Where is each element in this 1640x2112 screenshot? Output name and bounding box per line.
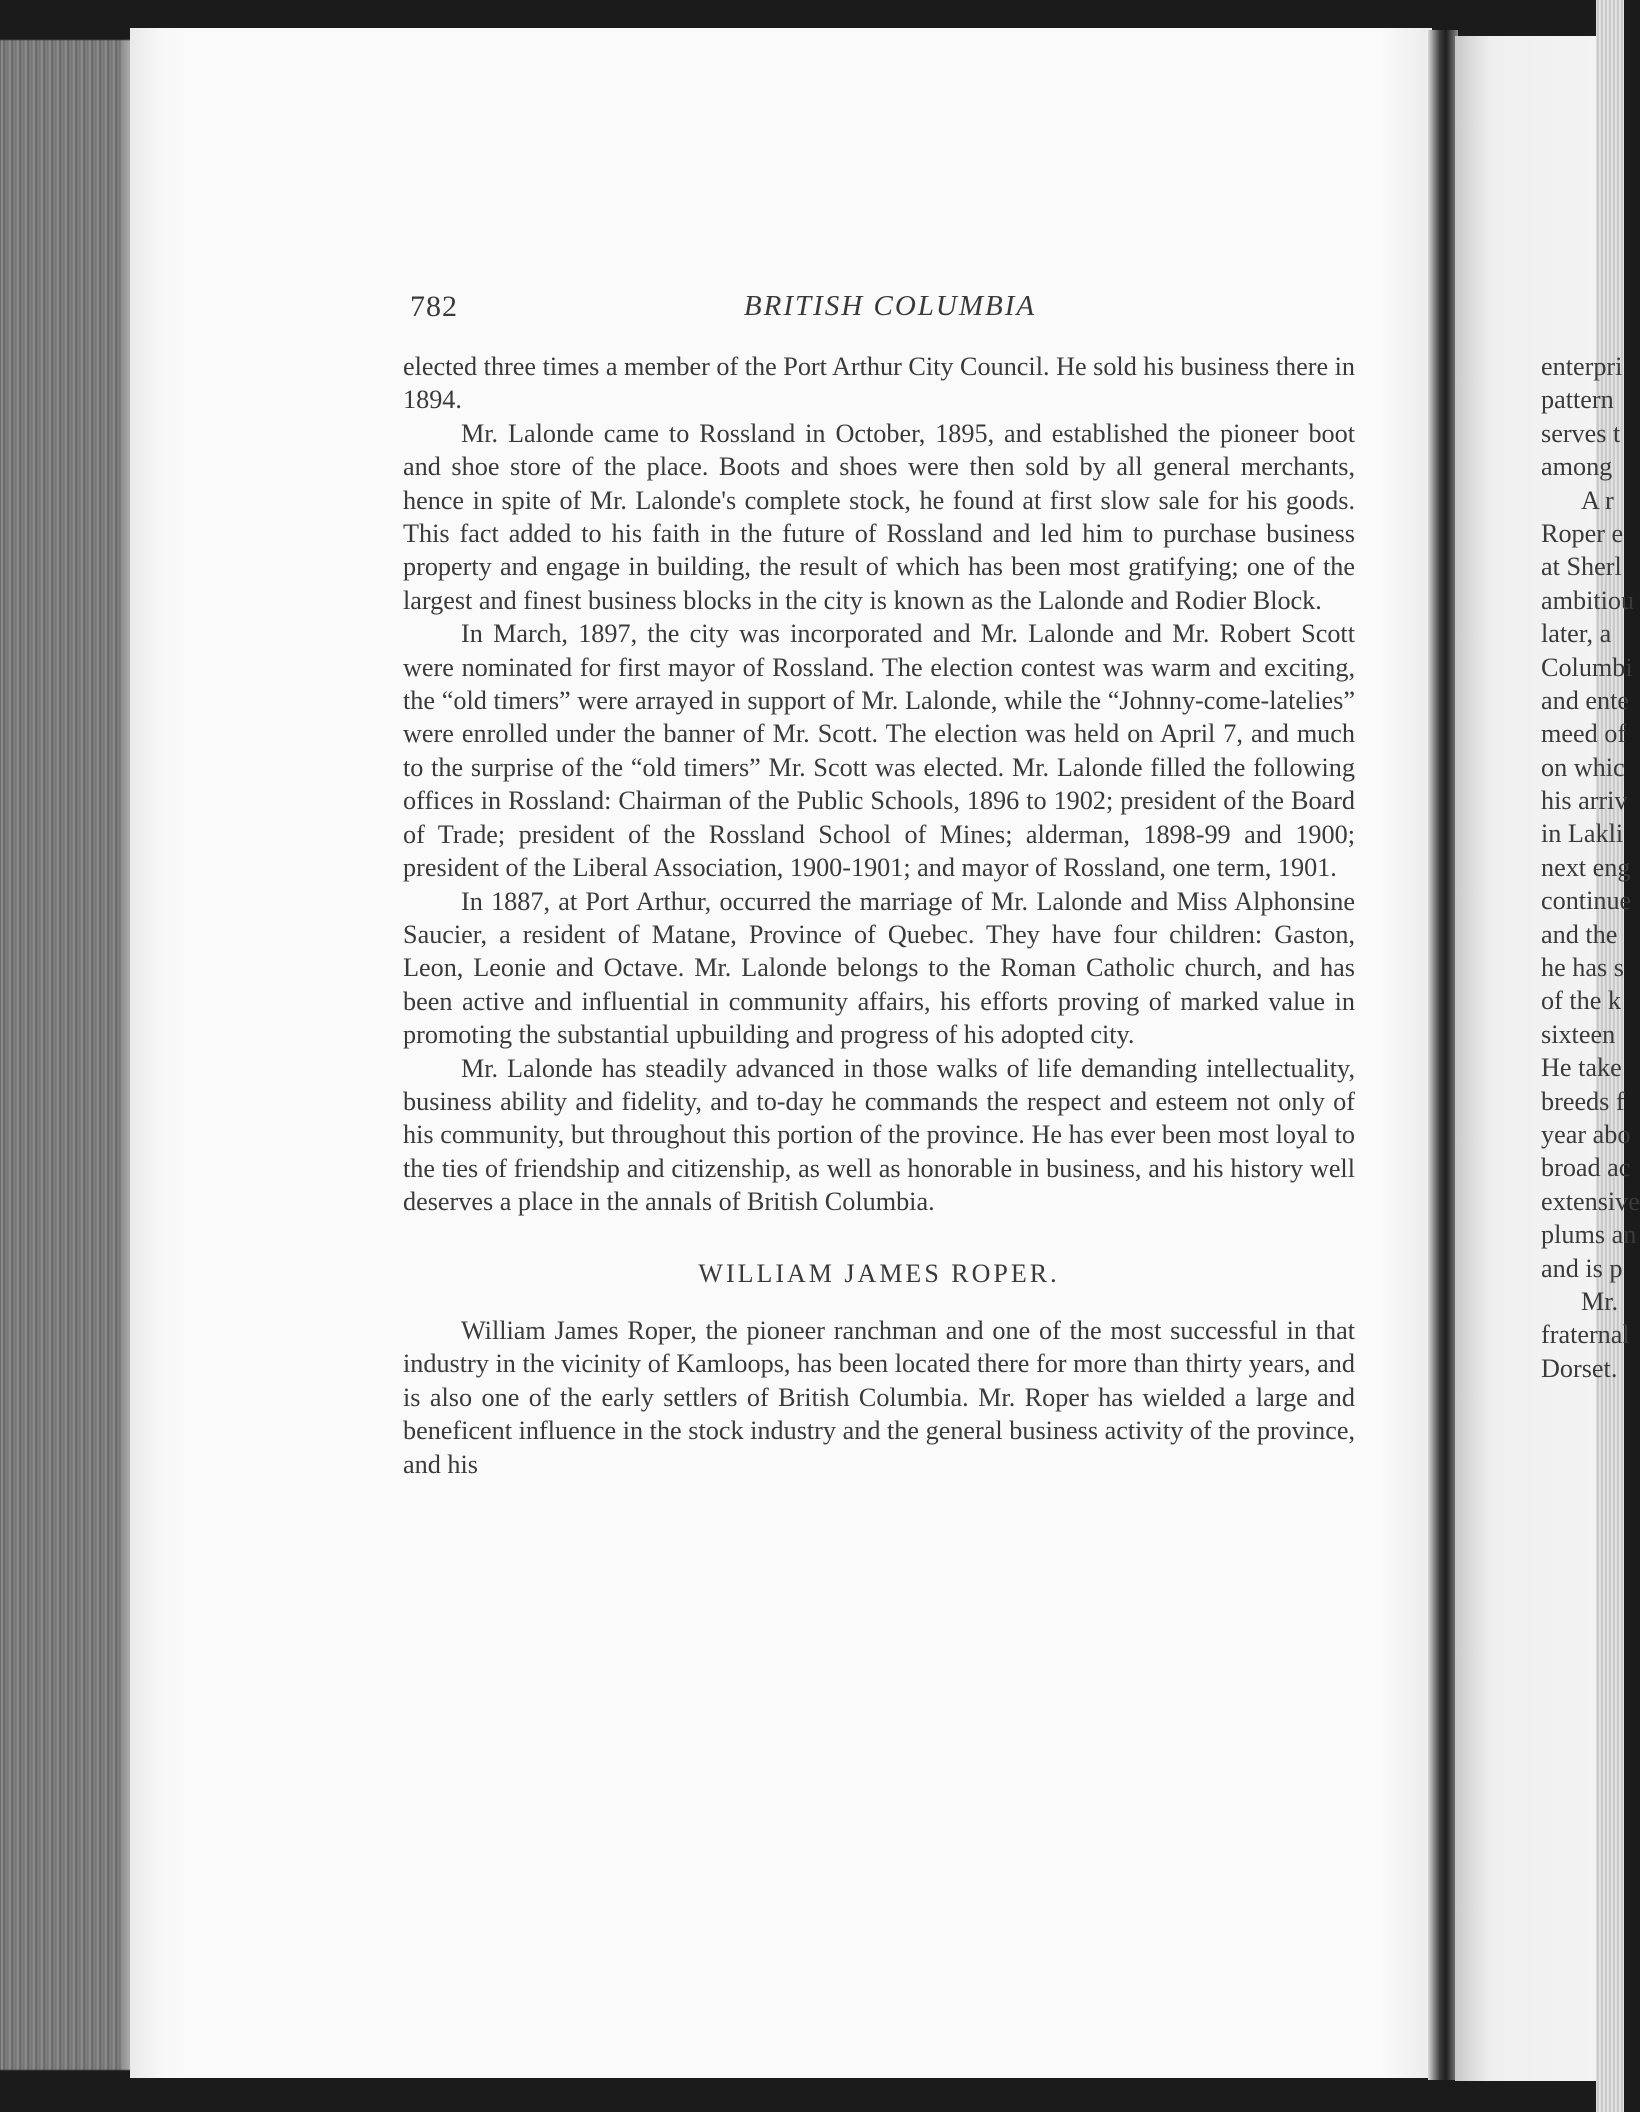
facing-line: broad ac: [1541, 1153, 1631, 1183]
facing-line: ambitiou: [1541, 585, 1635, 615]
section-heading: WILLIAM JAMES ROPER.: [698, 1258, 1060, 1288]
facing-line: He take: [1541, 1053, 1622, 1083]
facing-line: of the k: [1541, 986, 1621, 1016]
facing-line: year abo: [1541, 1119, 1631, 1149]
facing-line: Roper e: [1541, 518, 1624, 548]
facing-line: A r: [1581, 485, 1614, 515]
page-edges-left: [0, 40, 135, 2070]
facing-line: sixteen: [1541, 1019, 1616, 1049]
facing-line: and ente: [1541, 685, 1629, 715]
book-gutter: [1428, 30, 1458, 2080]
paragraph: Mr. Lalonde has steadily advanced in those walks of life demanding intellectuality, business ability and fidelity, and to-day he commands the respect and esteem not only of his community, but throughout this portion of the province. He has ever been most loyal to the ties of friendship and citizenship, as well as honorable in business, and his history well deserves a place in the annals of British Columbia.: [403, 1053, 1355, 1217]
facing-line: plums an: [1541, 1220, 1637, 1250]
facing-line: next eng: [1541, 852, 1631, 882]
facing-line: extensive: [1541, 1186, 1640, 1216]
facing-line: meed of: [1541, 719, 1627, 749]
facing-line: continue: [1541, 886, 1632, 916]
facing-line: on whic: [1541, 752, 1625, 782]
facing-line: in Lakli: [1541, 819, 1624, 849]
facing-line: at Sherl: [1541, 552, 1622, 582]
paragraph: William James Roper, the pioneer ranchman and one of the most successful in that industry in the vicinity of Kamloops, has been located there for more than thirty years, and is also one of the early settlers of British Columbia. Mr. Roper has wielded a large and beneficent influence in the stock industry and the general business activity of the province, and his: [403, 1315, 1355, 1479]
facing-line: serves t: [1541, 418, 1621, 448]
facing-line: later, a: [1541, 619, 1612, 649]
facing-line: Mr.: [1581, 1286, 1619, 1316]
facing-line: Columbi: [1541, 652, 1633, 682]
running-head: [410, 290, 1350, 330]
facing-line: fraternal: [1541, 1320, 1630, 1350]
paragraph: In 1887, at Port Arthur, occurred the marriage of Mr. Lalonde and Miss Alphonsine Saucier, a resident of Matane, Province of Quebec. They have four children: Gaston, Leon, Leonie and Octave. Mr. Lalonde belongs to the Roman Catholic church, and has been active and influential in community affairs, his efforts proving of marked value in promoting the substantial upbuilding and progress of his adopted city.: [403, 886, 1355, 1050]
page-number: 782: [410, 290, 458, 323]
facing-line: he has s: [1541, 953, 1624, 983]
facing-page-column: [1541, 350, 1640, 1385]
facing-line: and is p: [1541, 1253, 1623, 1283]
facing-line: Dorset.: [1541, 1353, 1618, 1383]
facing-line: his arriv: [1541, 786, 1628, 816]
facing-line: breeds f: [1541, 1086, 1625, 1116]
main-text-column: [403, 350, 1355, 1481]
paragraph: In March, 1897, the city was incorporated and Mr. Lalonde and Mr. Robert Scott were nominated for first mayor of Rossland. The election contest was warm and exciting, the “old timers” were arrayed in support of Mr. Lalonde, while the “Johnny-come-latelies” were enrolled under the banner of Mr. Scott. The election was held on April 7, and much to the surprise of the “old timers” Mr. Scott was elected. Mr. Lalonde filled the following offices in Rossland: Chairman of the Public Schools, 1896 to 1902; president of the Board of Trade; president of the Rossland School of Mines; alderman, 1898-99 and 1900; president of the Liberal Association, 1900-1901; and mayor of Rossland, one term, 1901.: [403, 619, 1355, 883]
facing-line: enterpri: [1541, 352, 1623, 381]
facing-line: pattern: [1541, 385, 1614, 415]
facing-line: and the: [1541, 919, 1618, 949]
paragraph: Mr. Lalonde came to Rossland in October, 1895, and established the pioneer boot and shoe store of the place. Boots and shoes were then sold by all general merchants, hence in spite of Mr. Lalonde's complete stock, he found at first slow sale for his goods. This fact added to his faith in the future of Rossland and led him to purchase business property and engage in building, the result of which has been most gratifying; one of the largest and finest business blocks in the city is known as the Lalonde and Rodier Block.: [403, 418, 1355, 615]
facing-line: among: [1541, 452, 1613, 482]
running-title: BRITISH COLUMBIA: [743, 290, 1037, 322]
paragraph: elected three times a member of the Port Arthur City Council. He sold his business there in 1894.: [403, 352, 1356, 415]
